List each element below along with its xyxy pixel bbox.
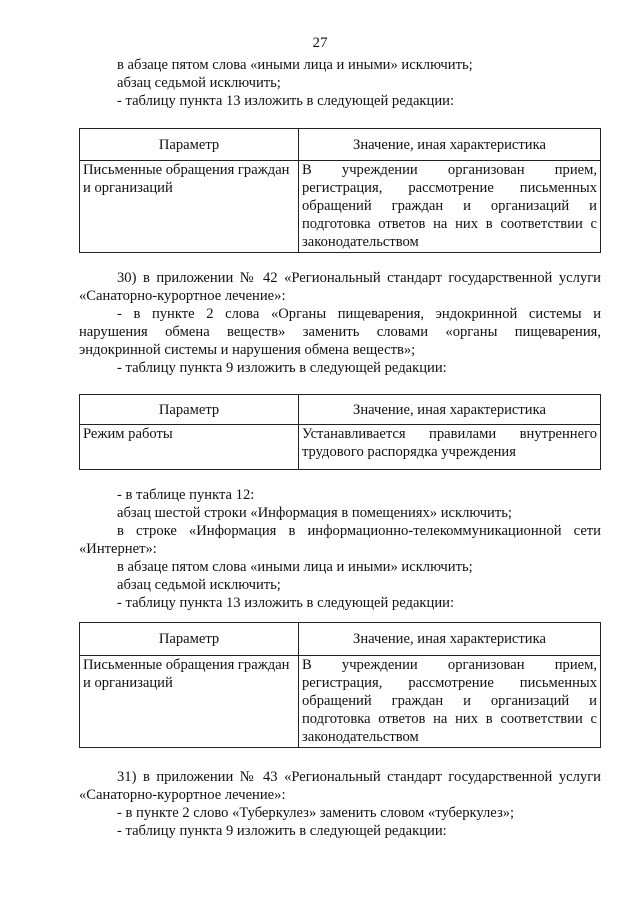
cell-line: обращений граждан и организаций и — [302, 693, 597, 709]
table-row — [80, 425, 601, 470]
paragraph-line: «Санаторно-курортное лечение»: — [79, 787, 286, 803]
table-row — [80, 161, 601, 253]
cell-line: подготовка ответов на них в соответствии с — [302, 711, 597, 727]
cell-line: Письменные обращения граждан — [83, 162, 290, 178]
cell-line: подготовка ответов на них в соответствии с — [302, 216, 597, 232]
paragraph-line: - таблицу пункта 9 изложить в следующей редакции: — [117, 360, 447, 376]
paragraph-line: в абзаце пятом слова «иными лица и иными» исключить; — [117, 57, 473, 73]
header-parameter: Параметр — [80, 623, 299, 656]
page-number: 27 — [312, 35, 328, 51]
cell-parameter — [80, 656, 299, 748]
paragraph-line: нарушения обмена веществ» заменить словами «органы пищеварения, — [79, 324, 601, 340]
cell-line: и организаций — [83, 675, 173, 691]
cell-line: обращений граждан и организаций и — [302, 198, 597, 214]
table-header-row — [80, 129, 601, 161]
cell-line: Письменные обращения граждан — [83, 657, 290, 673]
paragraph-line: «Интернет»: — [79, 541, 157, 557]
header-value: Значение, иная характеристика — [299, 395, 601, 425]
paragraph-line: в абзаце пятом слова «иными лица и иными» исключить; — [117, 559, 473, 575]
header-value: Значение, иная характеристика — [299, 129, 601, 161]
cell-value — [299, 161, 601, 253]
cell-parameter — [80, 161, 299, 253]
cell-line: Устанавливается правилами внутреннего — [302, 426, 597, 442]
cell-line: Режим работы — [83, 426, 173, 442]
table-row — [80, 656, 601, 748]
table-1 — [79, 128, 601, 253]
table-2 — [79, 394, 601, 470]
header-parameter: Параметр — [80, 129, 299, 161]
header-value: Значение, иная характеристика — [299, 623, 601, 656]
paragraph-line: эндокринной системы и нарушения обмена веществ»; — [79, 342, 416, 358]
paragraph-line: - таблицу пункта 13 изложить в следующей редакции: — [117, 595, 454, 611]
paragraph-line: абзац шестой строки «Информация в помещениях» исключить; — [117, 505, 512, 521]
table-3 — [79, 622, 601, 748]
cell-line: регистрация, рассмотрение письменных — [302, 675, 597, 691]
paragraph-line: абзац седьмой исключить; — [117, 75, 281, 91]
cell-line: и организаций — [83, 180, 173, 196]
paragraph-line: 30) в приложении № 42 «Региональный стандарт государственной услуги — [117, 270, 601, 286]
paragraph-line: - в пункте 2 слово «Туберкулез» заменить словом «туберкулез»; — [117, 805, 515, 821]
paragraph-line: абзац седьмой исключить; — [117, 577, 281, 593]
cell-line: законодательством — [302, 234, 419, 250]
paragraph-line: - в пункте 2 слова «Органы пищеварения, эндокринной системы и — [117, 306, 601, 322]
paragraph-line: «Санаторно-курортное лечение»: — [79, 288, 286, 304]
paragraph-line: - в таблице пункта 12: — [117, 487, 255, 503]
cell-line: регистрация, рассмотрение письменных — [302, 180, 597, 196]
cell-value — [299, 656, 601, 748]
cell-value — [299, 425, 601, 470]
cell-line: В учреждении организован прием, — [302, 657, 597, 673]
paragraph-line: - таблицу пункта 13 изложить в следующей редакции: — [117, 93, 454, 109]
table-header-row — [80, 395, 601, 425]
paragraph-line: - таблицу пункта 9 изложить в следующей редакции: — [117, 823, 447, 839]
cell-line: законодательством — [302, 729, 419, 745]
cell-line: В учреждении организован прием, — [302, 162, 597, 178]
paragraph-line: в строке «Информация в информационно-телекоммуникационной сети — [117, 523, 601, 539]
cell-line: трудового распорядка учреждения — [302, 444, 516, 460]
header-parameter: Параметр — [80, 395, 299, 425]
table-header-row — [80, 623, 601, 656]
paragraph-line: 31) в приложении № 43 «Региональный стандарт государственной услуги — [117, 769, 601, 785]
cell-parameter — [80, 425, 299, 470]
